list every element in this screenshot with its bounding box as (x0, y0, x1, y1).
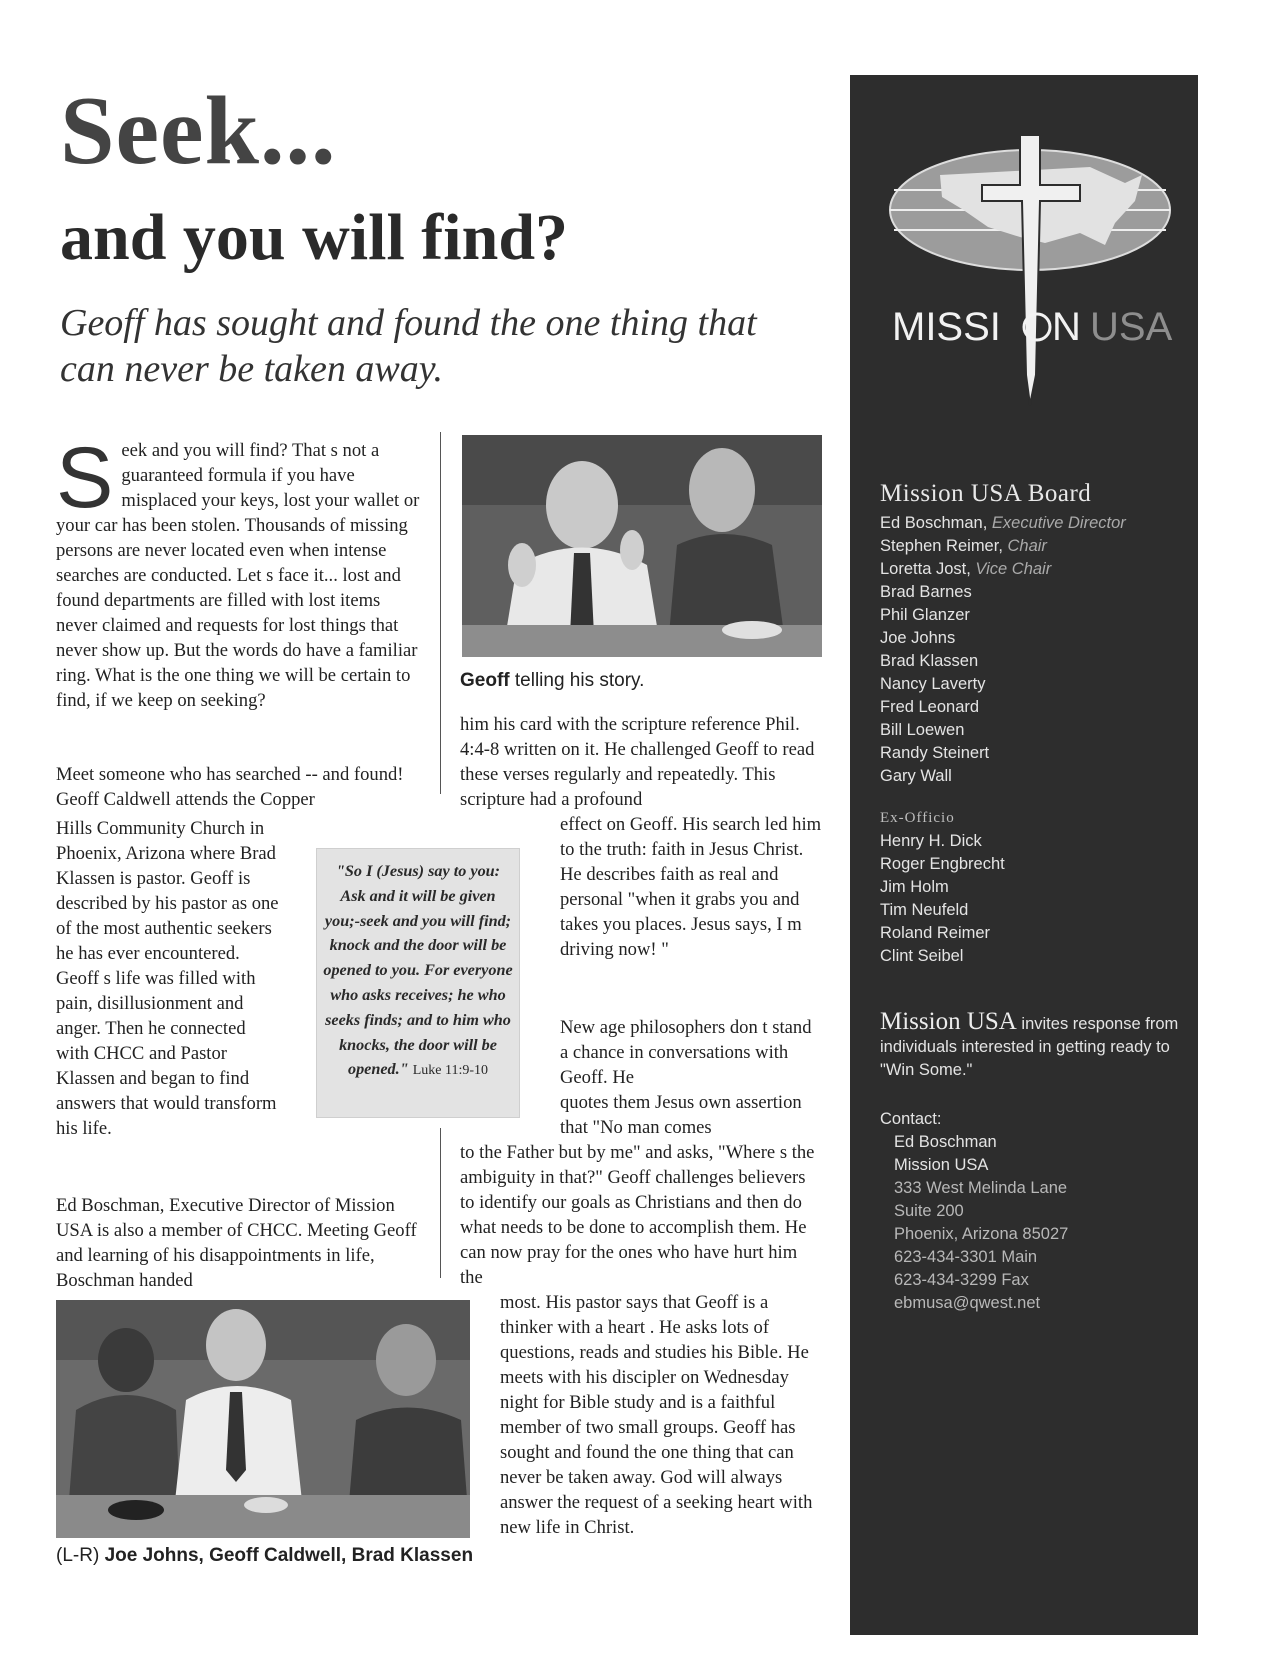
logo-word-usa: USA (1090, 305, 1173, 349)
invite-org: Mission USA (880, 1008, 1017, 1035)
photo-geoff-telling-story (462, 435, 822, 657)
paragraph-2a: Meet someone who has searched -- and found! Geoff Caldwell attends the Copper (56, 764, 404, 810)
caption1-text: telling his story. (509, 670, 645, 691)
ex-officio-member: Roger Engbrecht (880, 855, 1005, 873)
board-member (880, 558, 1126, 581)
board-member-name: Loretta Jost, (880, 560, 976, 578)
board-member (880, 719, 1126, 742)
contact-name: Ed Boschman (894, 1133, 997, 1151)
contact-phone-main: 623-434-3301 Main (894, 1248, 1038, 1266)
contact-label: Contact: (880, 1110, 942, 1128)
ex-officio-title: Ex-Officio (880, 810, 955, 826)
drop-cap: S (56, 430, 114, 526)
col2-block-d (560, 1090, 822, 1140)
pull-quote (316, 848, 520, 1118)
mission-usa-sidebar (850, 75, 1198, 1635)
col2-text-e: to the Father but by me" and asks, "Where s the ambiguity in that?" Geoff challenges believers to identify our goals as Christians and then do what needs to be done to accomplish them. He can now pray for the ones who have hurt him the (460, 1142, 815, 1288)
board-member-name: Gary Wall (880, 767, 952, 785)
subtitle: Geoff has sought and found the one thing that can never be taken away. (60, 302, 757, 391)
invite-rest: invites response from individuals interested in getting ready to "Win Some." (880, 1015, 1179, 1079)
contact-address-1: 333 West Melinda Lane (894, 1179, 1068, 1197)
title-seek: Seek... (60, 77, 337, 185)
board-member (880, 696, 1126, 719)
photo1-caption (460, 670, 644, 692)
mission-usa-logo (880, 105, 1180, 435)
ex-officio-member: Roland Reimer (880, 924, 991, 942)
paragraph-3: Ed Boschman, Executive Director of Mission USA is also a member of CHCC. Meeting Geoff and learning of his disappointments in life, Boschman handed (56, 1195, 417, 1291)
board-member-name: Stephen Reimer, (880, 537, 1008, 555)
col2-text-c: New age philosophers don t stand a chance in conversations with Geoff. He (560, 1017, 812, 1088)
board-member-name: Randy Steinert (880, 744, 990, 762)
board-member (880, 581, 1126, 604)
board-member (880, 673, 1126, 696)
board-member (880, 512, 1126, 535)
paragraph-2-wrap (56, 816, 280, 1141)
logo-word-n: N (1052, 305, 1081, 349)
board-list (880, 512, 1126, 788)
board-member-role: Vice Chair (975, 560, 1052, 578)
board-member-name: Joe Johns (880, 629, 956, 647)
paragraph-3-block (56, 1193, 426, 1293)
board-member (880, 604, 1126, 627)
board-member (880, 535, 1126, 558)
contact-phone-fax: 623-434-3299 Fax (894, 1271, 1029, 1289)
photo-group (56, 1300, 470, 1538)
ex-officio-member: Jim Holm (880, 878, 949, 896)
col2-block-f (500, 1290, 822, 1540)
board-member (880, 765, 1126, 788)
caption2-prefix: (L-R) (56, 1545, 105, 1566)
col2-block-b (560, 812, 822, 962)
contact-email[interactable]: ebmusa@qwest.net (894, 1294, 1041, 1312)
board-member (880, 650, 1126, 673)
board-member-name: Fred Leonard (880, 698, 980, 716)
contact-org: Mission USA (894, 1156, 989, 1174)
board-member (880, 627, 1126, 650)
board-member-name: Brad Klassen (880, 652, 979, 670)
paragraph-2-start (56, 762, 426, 812)
pull-quote-text: "So I (Jesus) say to you: Ask and it will be given you;-seek and you will find; knock and the door will be opened to you. For everyone who asks receives; he who seeks finds; and to him who knocks, the door will be opened." (323, 862, 513, 1079)
board-member-name: Bill Loewen (880, 721, 965, 739)
board-member-name: Brad Barnes (880, 583, 972, 601)
contact-address-2: Suite 200 (894, 1202, 964, 1220)
board-member-role: Chair (1007, 537, 1047, 555)
board-title: Mission USA Board (880, 480, 1092, 507)
col2-block-a (460, 712, 820, 812)
ex-officio-list (880, 830, 1005, 968)
caption2-names: Joe Johns, Geoff Caldwell, Brad Klassen (104, 1545, 474, 1566)
photo2-caption (56, 1545, 473, 1567)
col2-block-c (560, 1015, 822, 1090)
col2-block-e (460, 1140, 822, 1290)
logo-word-mission: MISSI (892, 305, 1001, 349)
ex-officio-member: Henry H. Dick (880, 832, 982, 850)
paragraph-2b: Hills Community Church in Phoenix, Arizona where Brad Klassen is pastor. Geoff is described by his pastor as one of the most authentic seekers he has ever encountered. Geoff s life was filled with pain, disillusionment and anger. Then he connected with CHCC and Pastor Klassen and began to find answers that would transform his life. (56, 818, 279, 1139)
caption1-name: Geoff (460, 670, 510, 691)
board-member (880, 742, 1126, 765)
col2-text-b: effect on Geoff. His search led him to the truth: faith in Jesus Christ. He describes faith as real and personal "when it grabs you and takes you places. Jesus says, I m driving now! " (560, 814, 822, 960)
title-find: and you will find? (60, 201, 569, 274)
board-member-name: Ed Boschman, (880, 514, 992, 532)
pull-quote-ref: Luke 11:9-10 (412, 1063, 489, 1079)
board-member-role: Executive Director (991, 514, 1126, 532)
article-intro (56, 430, 426, 713)
ex-officio-member: Clint Seibel (880, 947, 964, 965)
column-rule-bottom (440, 1128, 441, 1278)
board-member-name: Phil Glanzer (880, 606, 970, 624)
board-member-name: Nancy Laverty (880, 675, 986, 693)
col2-text-a: him his card with the scripture reference Phil. 4:4-8 written on it. He challenged Geoff to read these verses regularly and repeatedly. This scripture had a profound (460, 714, 815, 810)
col2-text-f: most. His pastor says that Geoff is a thinker with a heart . He asks lots of questions, reads and studies his Bible. He meets with his discipler on Wednesday night for Bible study and is a faithful member of two small groups. Geoff has sought and found the one thing that can never be taken away. God will always answer the request of a seeking heart with new life in Christ. (500, 1292, 813, 1538)
contact-block (880, 1108, 1068, 1315)
col2-text-d: quotes them Jesus own assertion that "No man comes (560, 1092, 802, 1138)
invite-text (880, 1010, 1180, 1082)
ex-officio-member: Tim Neufeld (880, 901, 969, 919)
contact-city: Phoenix, Arizona 85027 (894, 1225, 1069, 1243)
paragraph-1: eek and you will find? That s not a guaranteed formula if you have misplaced your keys, lost your wallet or your car has been stolen. Thousands of missing persons are never located even when intense searches are conducted. Let s face it... lost and found departments are filled with lost items never claimed and requests for lost things that never show up. But the words do have a familiar ring. What is the one thing we will be certain to find, if we keep on seeking? (56, 440, 420, 711)
column-rule-top (440, 432, 441, 794)
